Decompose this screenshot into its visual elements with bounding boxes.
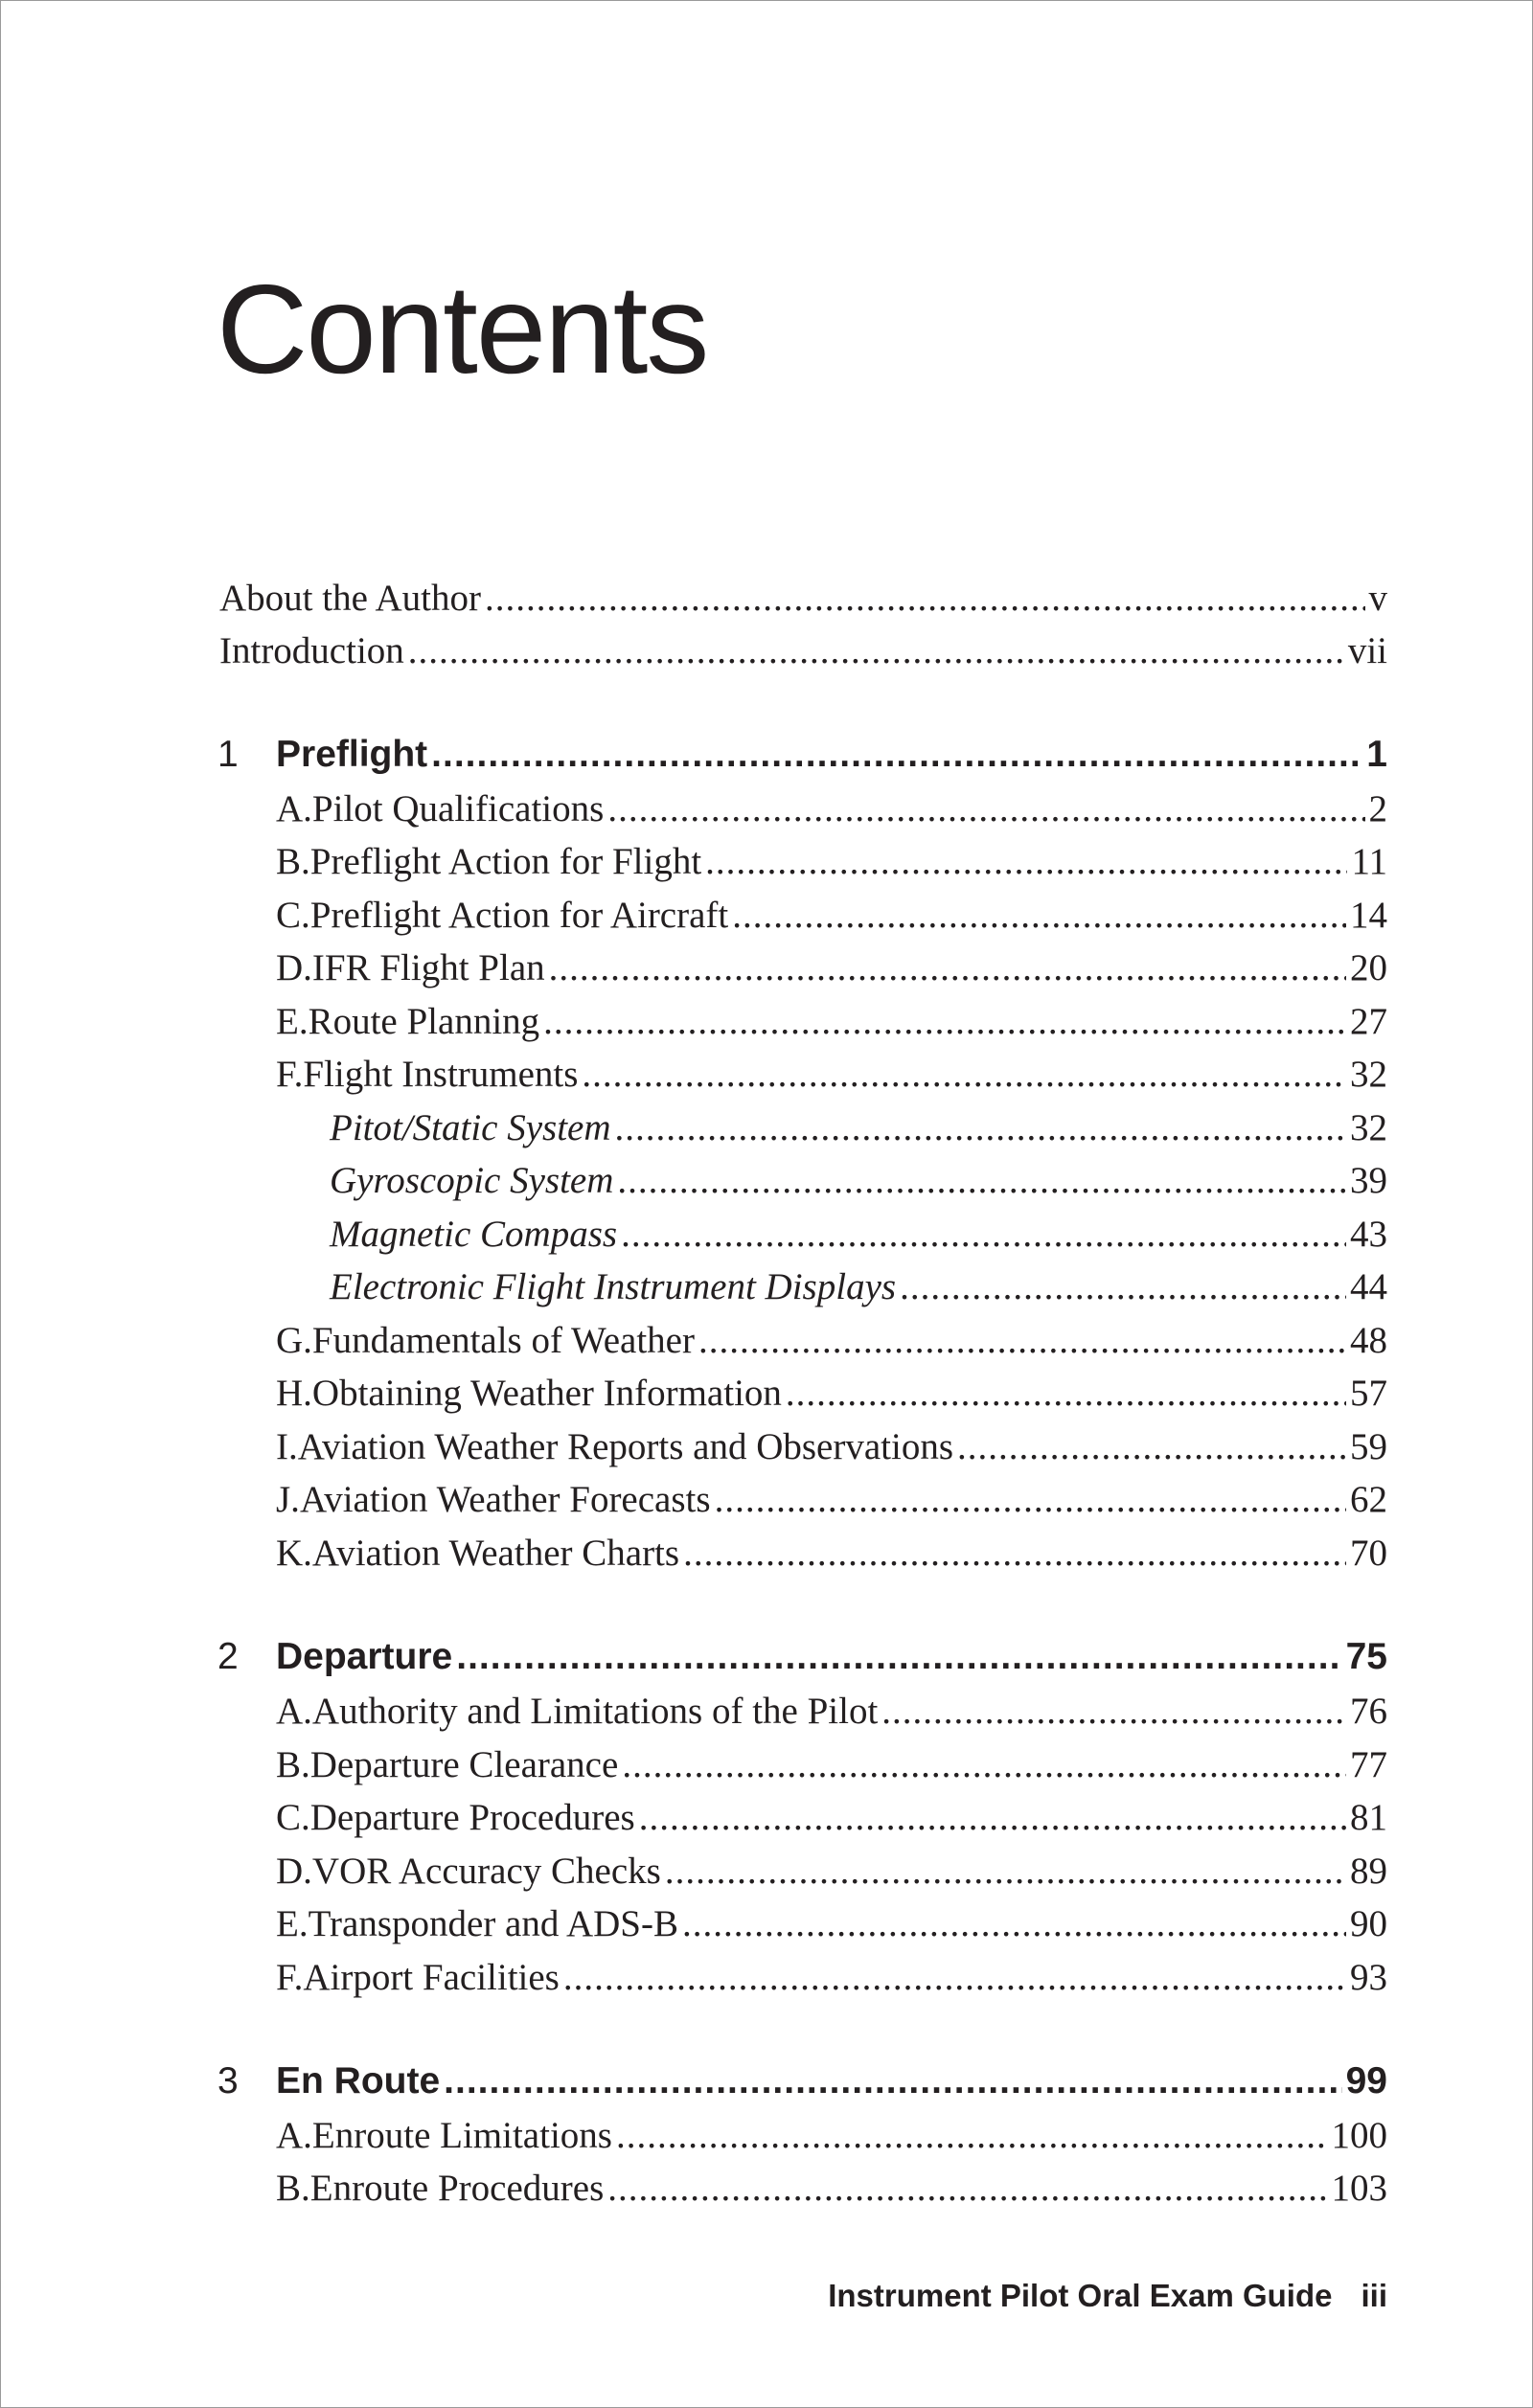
toc-entry-letter: K. <box>276 1533 312 1574</box>
toc-subentry-label: Gyroscopic System <box>330 1160 614 1201</box>
toc-entry[interactable] <box>276 1423 1387 1471</box>
chapter-page: 75 <box>1345 1636 1387 1677</box>
toc-entry-label: Fundamentals of Weather <box>311 1320 695 1361</box>
chapter-title: Departure <box>276 1636 453 1677</box>
leader-dots <box>615 1104 1346 1152</box>
leader-dots <box>408 627 1344 675</box>
toc-entry-page: 62 <box>1350 1479 1387 1520</box>
toc-subentry[interactable] <box>330 1263 1387 1311</box>
toc-entry[interactable] <box>276 1051 1387 1099</box>
toc-entry-letter: B. <box>276 2168 310 2209</box>
toc-entry-letter: A. <box>276 788 312 829</box>
toc-entry-letter: D. <box>276 1851 312 1892</box>
toc-entry[interactable] <box>276 1794 1387 1842</box>
toc-entry[interactable] <box>276 1741 1387 1789</box>
footer-book-title: Instrument Pilot Oral Exam Guide <box>828 2278 1333 2313</box>
toc-entry[interactable] <box>276 1530 1387 1578</box>
toc-entry-letter: I. <box>276 1426 298 1467</box>
toc-entry-page: 59 <box>1350 1426 1387 1467</box>
leader-dots <box>456 1633 1341 1681</box>
toc-entry-page: 43 <box>1350 1214 1387 1255</box>
leader-dots <box>900 1263 1346 1311</box>
leader-dots <box>582 1051 1346 1099</box>
chapter-number: 2 <box>217 1636 239 1677</box>
toc-subentry-label: Electronic Flight Instrument Displays <box>330 1266 897 1307</box>
leader-dots <box>607 785 1364 833</box>
toc-entry-about-author[interactable] <box>219 575 1387 623</box>
leader-dots <box>622 1741 1346 1789</box>
toc-entry[interactable] <box>276 1900 1387 1948</box>
toc-entry-page: 103 <box>1331 2168 1387 2209</box>
chapter-page: 99 <box>1345 2060 1387 2101</box>
toc-subentry[interactable] <box>330 1211 1387 1259</box>
toc-entry-page: 90 <box>1350 1903 1387 1944</box>
toc-entry-page: vii <box>1347 630 1387 671</box>
toc-entry-label: Departure Clearance <box>309 1744 619 1785</box>
toc-entry-page: 70 <box>1350 1533 1387 1574</box>
chapter-number: 3 <box>217 2060 239 2101</box>
leader-dots <box>732 892 1346 940</box>
leader-dots <box>543 998 1346 1046</box>
toc-entry-page: 76 <box>1350 1691 1387 1732</box>
toc-entry-letter: F. <box>276 1957 304 1998</box>
toc-entry[interactable] <box>276 1848 1387 1896</box>
toc-entry-label: Aviation Weather Charts <box>311 1533 680 1574</box>
toc-entry-letter: G. <box>276 1320 312 1361</box>
toc-entry[interactable] <box>276 1954 1387 2002</box>
leader-dots <box>444 2057 1341 2105</box>
toc-entry-page: 81 <box>1350 1797 1387 1838</box>
toc-subentry[interactable] <box>330 1104 1387 1152</box>
toc-entry-page: 89 <box>1350 1851 1387 1892</box>
toc-entry[interactable] <box>276 1317 1387 1365</box>
toc-entry-label: Aviation Weather Reports and Observations <box>297 1426 954 1467</box>
toc-entry-introduction[interactable] <box>219 627 1387 675</box>
page-footer <box>828 2278 1387 2314</box>
chapter-page: 1 <box>1366 734 1387 775</box>
toc-entry-page: 77 <box>1350 1744 1387 1785</box>
toc-entry[interactable] <box>276 1688 1387 1736</box>
toc-entry-letter: C. <box>276 895 310 936</box>
toc-subentry[interactable] <box>330 1157 1387 1205</box>
toc-entry[interactable] <box>276 785 1387 833</box>
toc-entry-label: Introduction <box>219 630 404 671</box>
toc-entry-letter: C. <box>276 1797 310 1838</box>
toc-entry-label: Preflight Action for Flight <box>309 841 702 882</box>
toc-entry-page: 57 <box>1350 1373 1387 1414</box>
toc-entry-letter: B. <box>276 1744 310 1785</box>
toc-entry-page: 11 <box>1351 841 1387 882</box>
leader-dots <box>621 1211 1346 1259</box>
toc-entry-letter: J. <box>276 1479 300 1520</box>
chapter-heading-1[interactable] <box>217 731 1387 779</box>
footer-page-number: iii <box>1361 2278 1387 2313</box>
chapter-title: Preflight <box>276 734 428 775</box>
toc-entry-letter: A. <box>276 1691 312 1732</box>
toc-entry-label: Airport Facilities <box>303 1957 560 1998</box>
toc-entry-letter: A. <box>276 2115 312 2156</box>
toc-entry-page: 32 <box>1350 1054 1387 1095</box>
toc-entry-page: 20 <box>1350 947 1387 988</box>
toc-subentry-label: Magnetic Compass <box>330 1214 618 1255</box>
toc-entry-label: Aviation Weather Forecasts <box>299 1479 711 1520</box>
toc-entry[interactable] <box>276 1476 1387 1524</box>
toc-entry-label: Flight Instruments <box>303 1054 579 1095</box>
leader-dots <box>563 1954 1346 2002</box>
toc-entry[interactable] <box>276 944 1387 992</box>
toc-entry-label: Authority and Limitations of the Pilot <box>311 1691 879 1732</box>
toc-entry-label: About the Author <box>219 578 481 619</box>
toc-subentry-label: Pitot/Static System <box>330 1107 611 1148</box>
toc-entry-letter: E. <box>276 1001 309 1042</box>
toc-entry-page: 2 <box>1368 788 1387 829</box>
leader-dots <box>957 1423 1346 1471</box>
toc-entry-label: Obtaining Weather Information <box>311 1373 782 1414</box>
toc-entry-label: Departure Procedures <box>309 1797 635 1838</box>
leader-dots <box>431 731 1362 779</box>
chapter-heading-3[interactable] <box>217 2057 1387 2105</box>
chapter-title: En Route <box>276 2060 441 2101</box>
toc-entry-page: 93 <box>1350 1957 1387 1998</box>
toc-entry[interactable] <box>276 838 1387 886</box>
toc-entry-label: Transponder and ADS-B <box>308 1903 678 1944</box>
leader-dots <box>705 838 1347 886</box>
toc-entry-label: Route Planning <box>308 1001 540 1042</box>
toc-entry-page: v <box>1368 578 1387 619</box>
leader-dots <box>485 575 1365 623</box>
leader-dots <box>607 2165 1327 2213</box>
leader-dots <box>715 1476 1346 1524</box>
toc-entry-label: Preflight Action for Aircraft <box>309 895 729 936</box>
chapter-number: 1 <box>217 734 239 775</box>
toc-entry-letter: F. <box>276 1054 304 1095</box>
chapter-heading-2[interactable] <box>217 1633 1387 1681</box>
toc-entry-page: 32 <box>1350 1107 1387 1148</box>
toc-entry-page: 48 <box>1350 1320 1387 1361</box>
leader-dots <box>682 1900 1346 1948</box>
leader-dots <box>617 1157 1346 1205</box>
toc-entry-label: IFR Flight Plan <box>311 947 545 988</box>
page-title: Contents <box>217 259 708 400</box>
toc-entry[interactable] <box>276 2165 1387 2213</box>
toc-entry-page: 14 <box>1350 895 1387 936</box>
toc-entry[interactable] <box>276 1370 1387 1418</box>
toc-entry-page: 100 <box>1331 2115 1387 2156</box>
toc-entry-page: 44 <box>1350 1266 1387 1307</box>
toc-entry-letter: E. <box>276 1903 309 1944</box>
leader-dots <box>639 1794 1346 1842</box>
leader-dots <box>698 1317 1346 1365</box>
toc-entry[interactable] <box>276 892 1387 940</box>
toc-entry-label: VOR Accuracy Checks <box>311 1851 661 1892</box>
leader-dots <box>786 1370 1346 1418</box>
toc-entry[interactable] <box>276 998 1387 1046</box>
toc-entry-label: Enroute Limitations <box>311 2115 612 2156</box>
toc-entry-label: Enroute Procedures <box>309 2168 605 2209</box>
toc-entry-page: 27 <box>1350 1001 1387 1042</box>
leader-dots <box>549 944 1346 992</box>
leader-dots <box>616 2112 1328 2160</box>
toc-entry-letter: H. <box>276 1373 312 1414</box>
toc-entry-label: Pilot Qualifications <box>311 788 605 829</box>
leader-dots <box>683 1530 1346 1578</box>
toc-entry-page: 39 <box>1350 1160 1387 1201</box>
toc-entry-letter: B. <box>276 841 310 882</box>
leader-dots <box>881 1688 1346 1736</box>
toc-entry-letter: D. <box>276 947 312 988</box>
toc-entry[interactable] <box>276 2112 1387 2160</box>
leader-dots <box>665 1848 1346 1896</box>
